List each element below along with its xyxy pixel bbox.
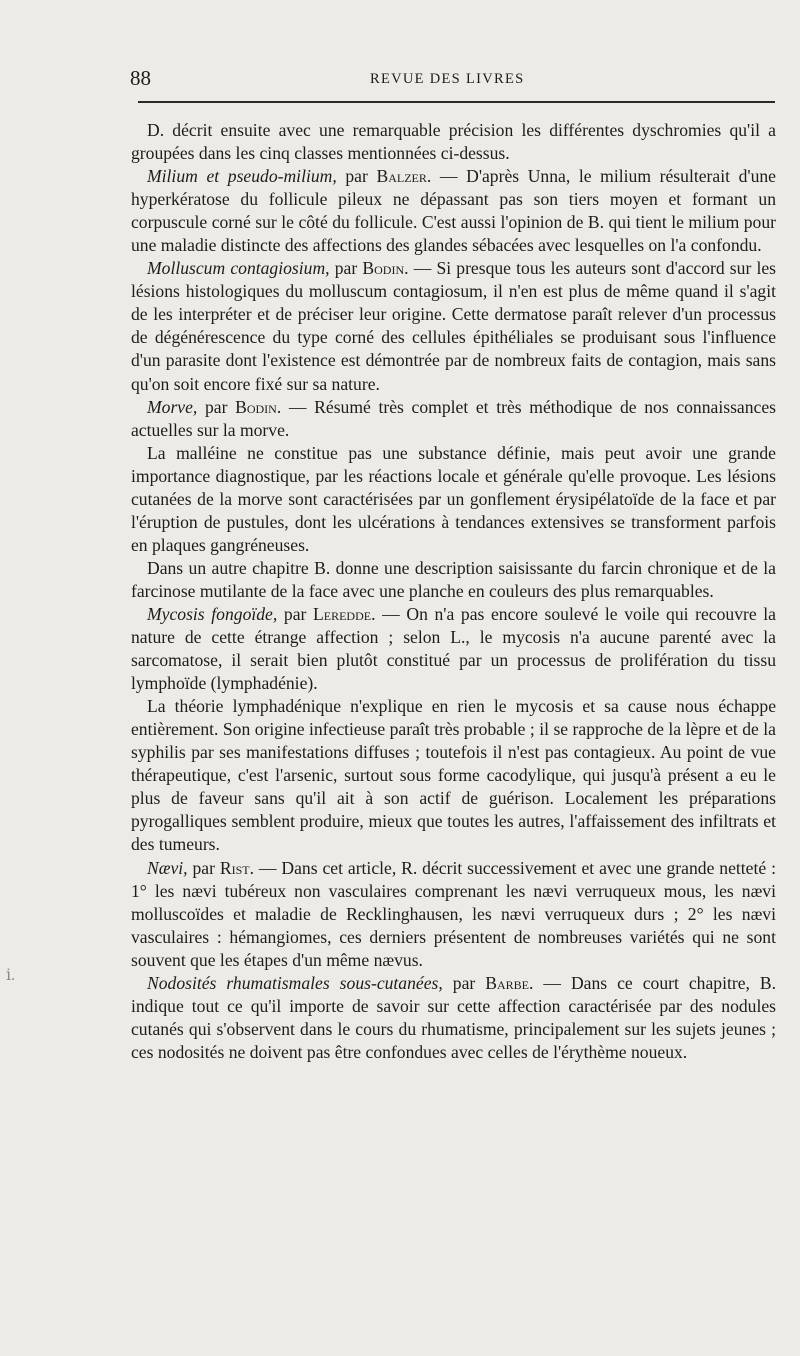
entry-by: par	[204, 396, 228, 417]
paragraph-molluscum	[131, 257, 776, 395]
running-title: REVUE DES LIVRES	[370, 71, 525, 87]
entry-author: Rist.	[219, 857, 254, 878]
entry-title: Nodosités rhumatismales sous-cutanées,	[147, 972, 443, 993]
paragraph-text: — D'après Unna, le milium résulterait d'une hyperkératose du follicule pileux ne dépassant pas son tiers moyen et formant un corpuscule corné sur le côté du follicule. C'est aussi l'opinion de B. qui tient le milium pour une maladie distincte des affections des glandes sébacées avec lesquelles on l'a confondu.	[131, 166, 776, 256]
paragraph-text: — Si presque tous les auteurs sont d'accord sur les lésions histologiques du molluscum contagiosum, il n'en est plus de même quand il s'agit de les interpréter et de préciser leur origine. Cette dermatose paraît relever d'un processus de dégénérescence du type corné des cellules épithéliales se produisant sous l'influence d'un parasite dont l'existence est démontrée par de nombreux faits de contagion, mais sans qu'on soit encore fixé sur sa nature.	[131, 258, 777, 394]
entry-author: Barbe.	[485, 972, 534, 993]
paragraph-text: Dans un autre chapitre B. donne une description saisissante du farcin chronique et de la farcinose mutilante de la face avec une planche en couleurs des plus remarquables.	[131, 557, 776, 601]
paragraph-text: La malléine ne constitue pas une substance définie, mais peut avoir une grande importance diagnostique, par les réactions locale et générale qu'elle provoque. Les lésions cutanées de la morve sont caractérisées par un gonflement érysipélatoïde de la face et par l'éruption de pustules, dont les ulcérations à tendances extensives se transforment parfois en plaques gangréneuses.	[131, 442, 776, 555]
entry-title: Molluscum contagiosium,	[147, 258, 330, 279]
paragraph-malleine	[131, 442, 776, 557]
paragraph-text: — Dans ce court chapitre, B. indique tout ce qu'il importe de savoir sur cette affection caractérisée par des nodules cutanés qui s'observent dans le cours du rhumatisme, principalement sur les sujets jeunes ; ces nodosités ne doivent pas être confondues avec celles de l'érythème noueux.	[131, 972, 777, 1062]
header-rule	[138, 101, 775, 103]
page-number: 88	[130, 66, 151, 90]
paragraph-text: — Résumé très complet et très méthodique de nos connaissances actuelles sur la morve.	[131, 396, 776, 440]
article-body	[131, 119, 776, 1064]
entry-author: Bodin.	[235, 396, 282, 417]
entry-title: Morve,	[147, 396, 198, 417]
paragraph-text: La théorie lymphadénique n'explique en rien le mycosis et sa cause nous échappe entièrement. Son origine infectieuse paraît très probable ; il se rapproche de la lèpre et de la syphilis par ses manifestations diffuses ; toutefois il n'est pas contagieux. Au point de vue thérapeutique, c'est l'arsenic, surtout sous forme cacodylique, qui jusqu'à présent a eu le plus de faveur sans qu'il ait à son actif de guérison. Localement les préparations pyrogalliques semblent produire, mieux que toutes les autres, l'affaissement des infiltrats et des tumeurs.	[131, 696, 776, 855]
paragraph-lymphadenique	[131, 695, 776, 856]
paragraph-mycosis	[131, 603, 776, 695]
entry-author: Balzer.	[376, 166, 432, 187]
paragraph-text: D. décrit ensuite avec une remarquable précision les différentes dyschromies qu'il a groupées dans les cinq classes mentionnées ci-dessus.	[131, 120, 776, 164]
paragraph-text: — On n'a pas encore soulevé le voile qui recouvre la nature de cette étrange affection ; selon L., le mycosis n'a aucune parenté avec la sarcomatose, il serait bien plutôt constitué par un processus de prolifération du tissu lymphoïde (lymphadénie).	[131, 603, 776, 694]
page-header	[130, 66, 777, 90]
entry-by: par	[334, 258, 358, 279]
entry-by: par	[345, 166, 368, 187]
entry-by: par	[452, 972, 476, 993]
entry-title: Nævi,	[147, 857, 188, 878]
paragraph-milium	[131, 165, 776, 257]
entry-by: par	[192, 857, 215, 878]
entry-by: par	[283, 603, 307, 624]
paragraph-morve	[131, 396, 776, 442]
entry-title: Milium et pseudo-milium,	[147, 166, 337, 187]
paragraph-naevi	[131, 857, 776, 972]
paragraph-nodosites	[131, 972, 776, 1064]
paragraph-farcin	[131, 557, 776, 603]
entry-author: Bodin.	[362, 258, 409, 279]
margin-pencil-mark: ⅰ.	[6, 967, 16, 984]
paragraph-dyschromies	[131, 119, 776, 165]
paragraph-text: — Dans cet article, R. décrit successivement et avec une grande netteté : 1° les nævi tubéreux non vasculaires comprenant les nævi verruqueux mous, les nævi molluscoïdes et maladie de Recklinghausen, les nævi verruqueux durs ; 2° les nævi vasculaires : hémangiomes, ces derniers présentent de nombreuses variétés qui ne sont souvent que les étapes d'un même nævus.	[131, 857, 776, 970]
entry-title: Mycosis fongoïde,	[147, 603, 278, 624]
entry-author: Leredde.	[313, 603, 376, 624]
